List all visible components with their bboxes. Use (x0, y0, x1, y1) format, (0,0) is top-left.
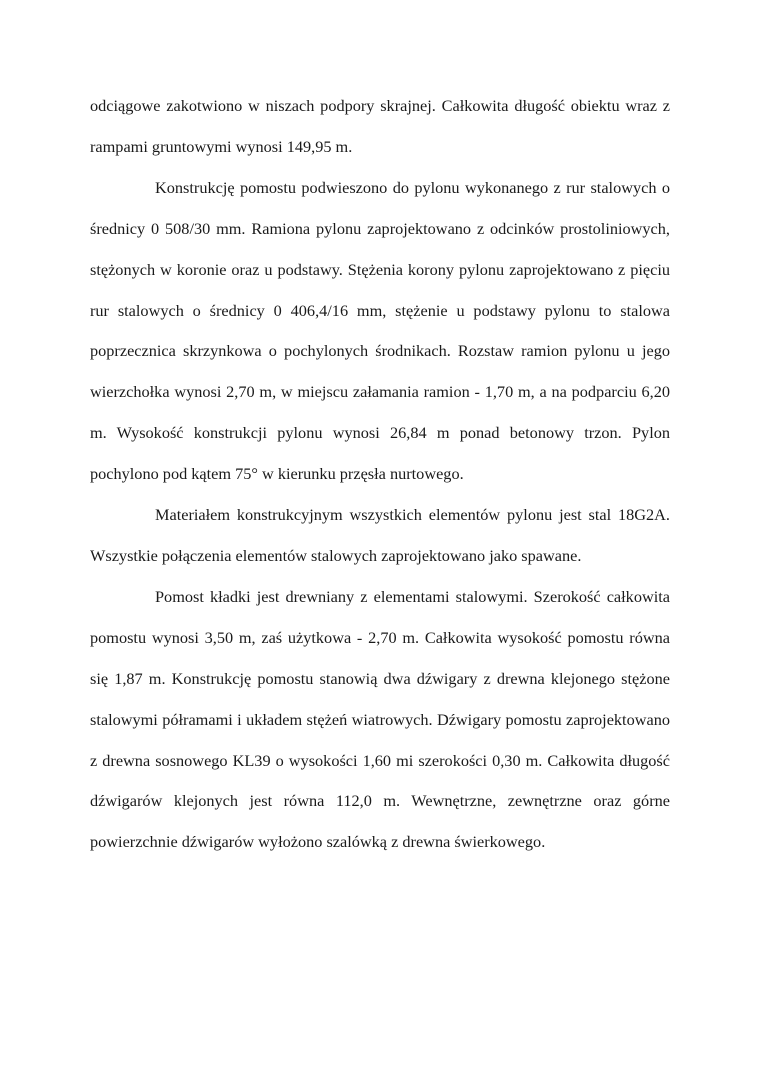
document-body (90, 86, 670, 863)
paragraph-pylon-material: Materiałem konstrukcyjnym wszystkich elementów pylonu jest stal 18G2A. Wszystkie połączenia elementów stalowych zaprojektowano jako spawane. (90, 505, 670, 565)
paragraph-pylon-construction: Konstrukcję pomostu podwieszono do pylonu wykonanego z rur stalowych o średnicy 0 508/30 mm. Ramiona pylonu zaprojektowano z odcinków prostoliniowych, stężonych w koronie oraz u podstawy. Stężenia korony pylonu zaprojektowano z pięciu rur stalowych o średnicy 0 406,4/16 mm, stężenie u podstawy pylonu to stalowa poprzecznica skrzynkowa o pochylonych środnikach. Rozstaw ramion pylonu u jego wierzchołka wynosi 2,70 m, w miejscu załamania ramion - 1,70 m, a na podparciu 6,20 m. Wysokość konstrukcji pylonu wynosi 26,84 m ponad betonowy trzon. Pylon pochylono pod kątem 75° w kierunku przęsła nurtowego. (90, 177, 670, 484)
paragraph-continuation: odciągowe zakotwiono w niszach podpory skrajnej. Całkowita długość obiektu wraz z rampami gruntowymi wynosi 149,95 m. (90, 96, 670, 156)
paragraph-deck: Pomost kładki jest drewniany z elementami stalowymi. Szerokość całkowita pomostu wynosi 3,50 m, zaś użytkowa - 2,70 m. Całkowita wysokość pomostu równa się 1,87 m. Konstrukcję pomostu stanowią dwa dźwigary z drewna klejonego stężone stalowymi półramami i układem stężeń wiatrowych. Dźwigary pomostu zaprojektowano z drewna sosnowego KL39 o wysokości 1,60 mi szerokości 0,30 m. Całkowita długość dźwigarów klejonych jest równa 112,0 m. Wewnętrzne, zewnętrzne oraz górne powierzchnie dźwigarów wyłożono szalówką z drewna świerkowego. (90, 586, 670, 852)
